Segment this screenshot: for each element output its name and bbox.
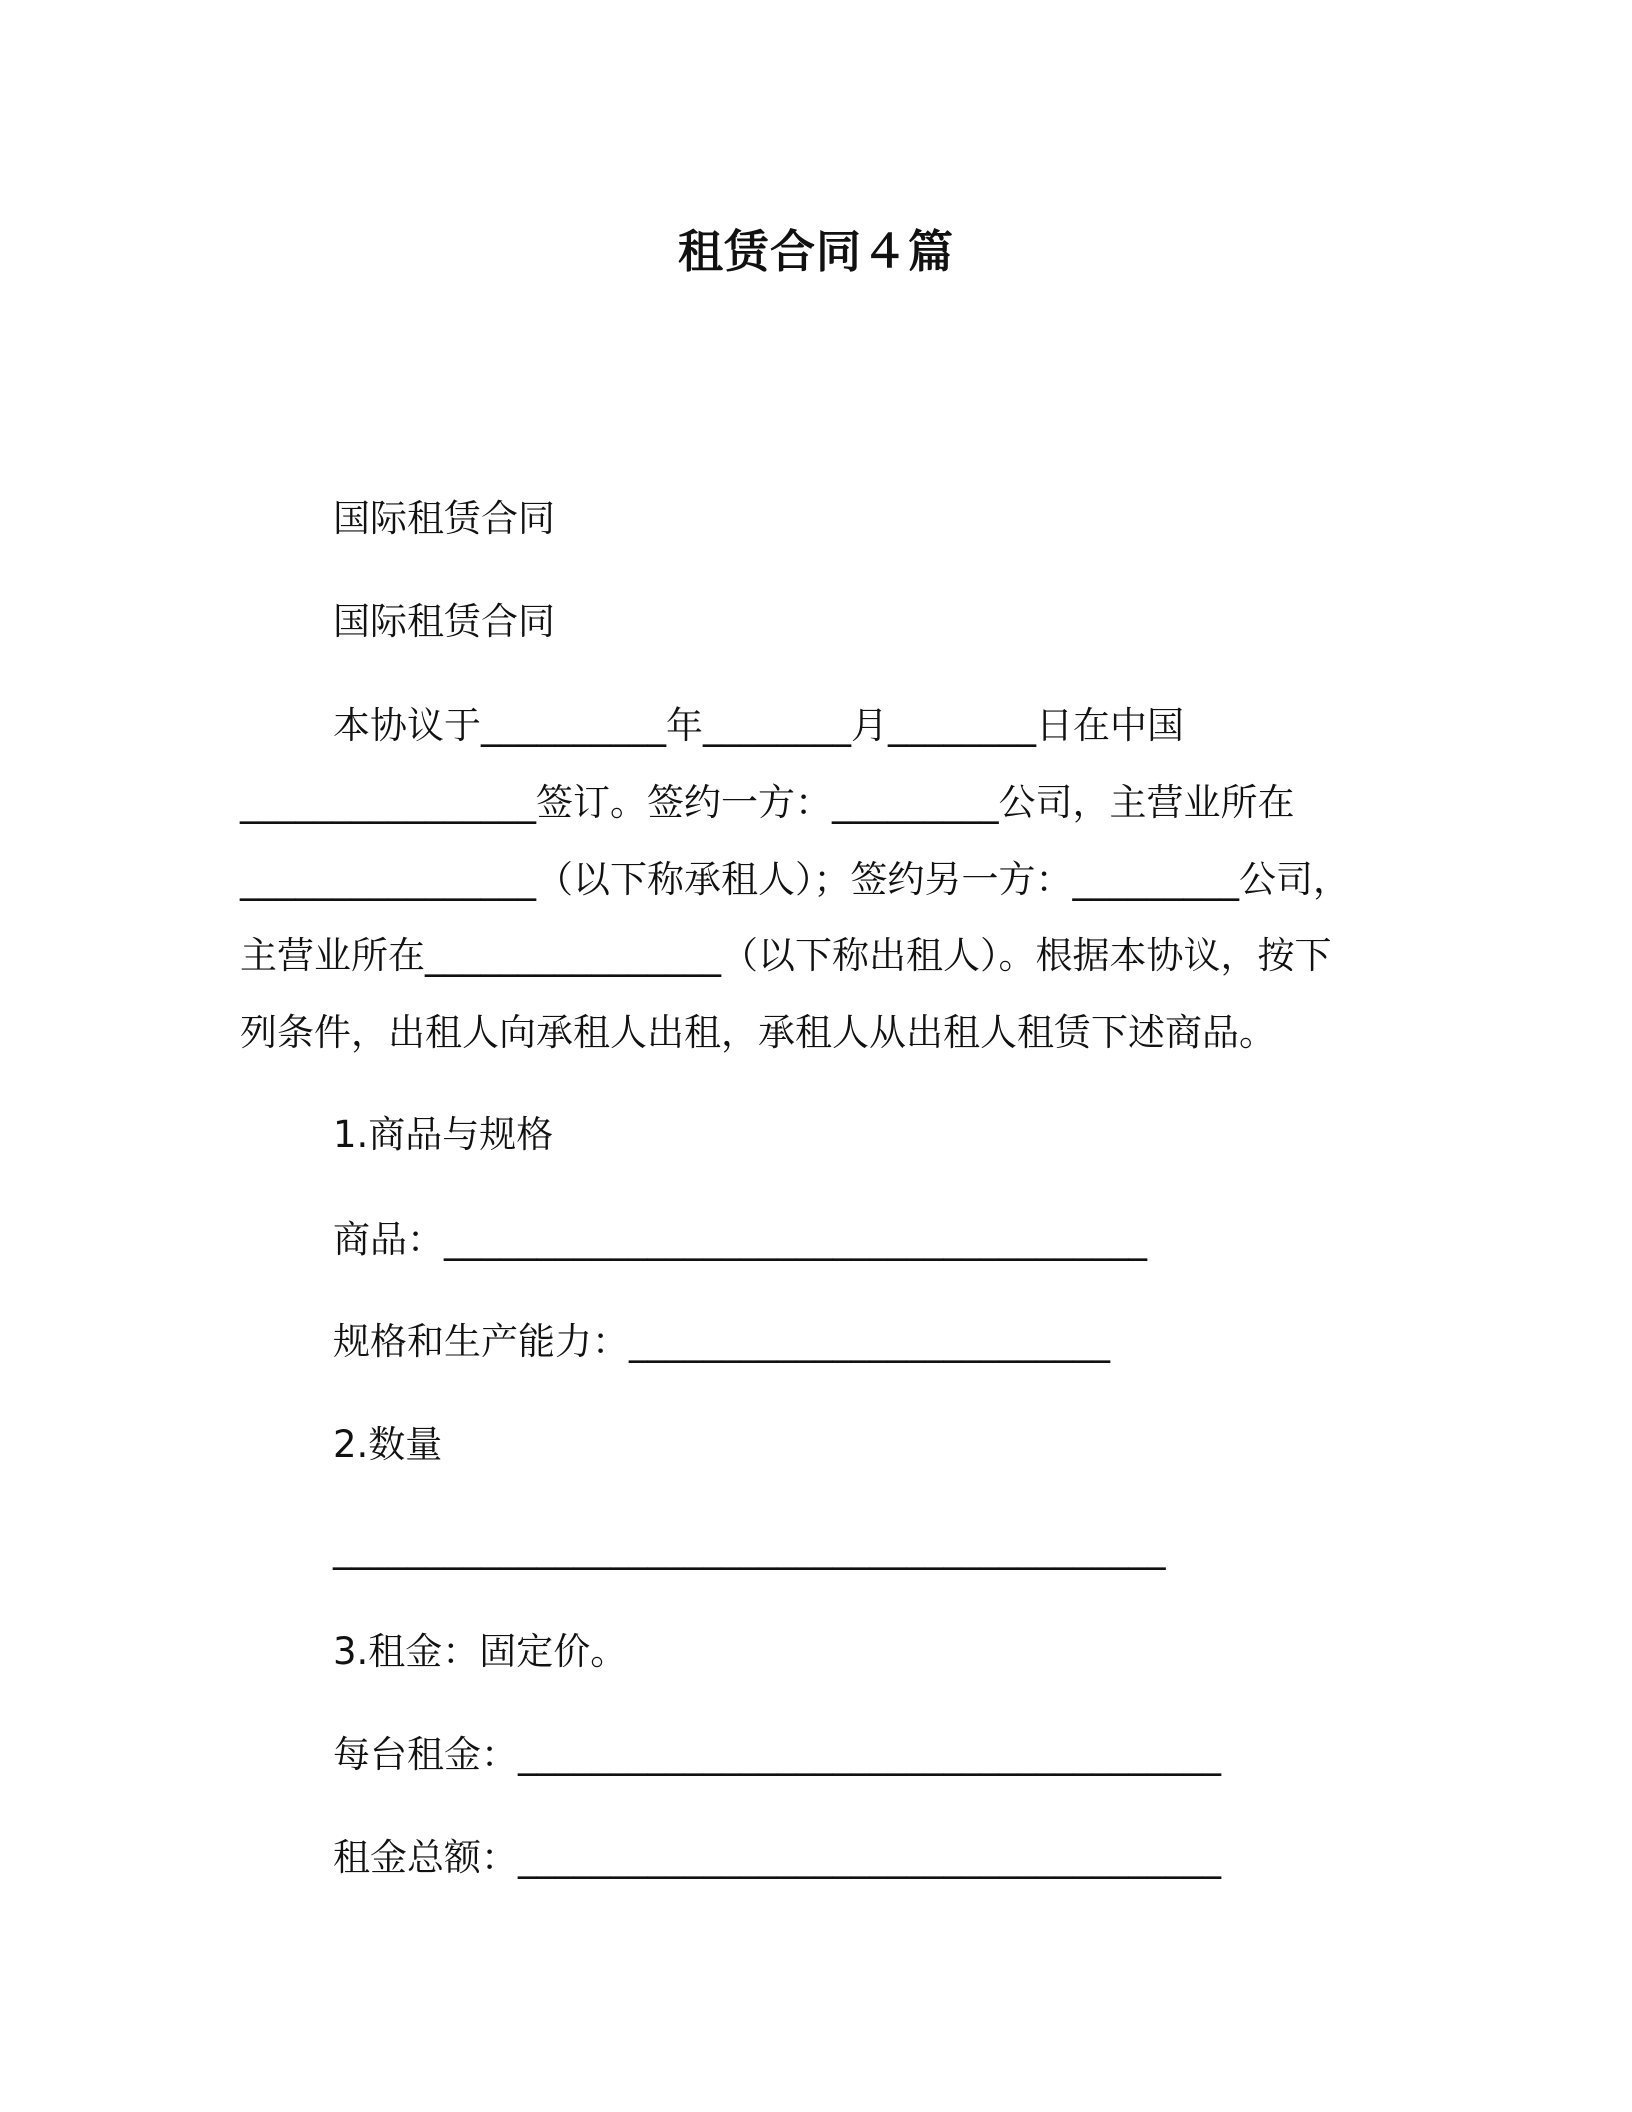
agreement-paragraph-line-5: 列条件，出租人向承租人出租，承租人从出租人租赁下述商品。 xyxy=(240,1011,1276,1054)
rent-per-unit-field: 每台租金：______________________________________ xyxy=(333,1733,1221,1776)
agreement-paragraph-line-1: 本协议于__________年________月________日在中国 xyxy=(333,704,1184,747)
clause-1-heading: 1.商品与规格 xyxy=(333,1113,554,1156)
specification-field: 规格和生产能力：__________________________ xyxy=(333,1320,1110,1363)
contract-heading: 国际租赁合同 xyxy=(333,600,555,643)
agreement-paragraph-line-2: ________________签订。签约一方：_________公司，主营业所在 xyxy=(240,781,1295,824)
clause-3-heading: 3.租金：固定价。 xyxy=(333,1630,628,1673)
agreement-paragraph-line-3: ________________（以下称承租人）；签约另一方：_________公司， xyxy=(240,858,1350,901)
total-rent-field: 租金总额：______________________________________ xyxy=(333,1836,1221,1879)
goods-field: 商品：______________________________________ xyxy=(333,1218,1147,1261)
agreement-paragraph-line-4: 主营业所在________________（以下称出租人）。根据本协议，按下 xyxy=(240,934,1332,977)
section-heading: 国际租赁合同 xyxy=(333,497,555,540)
quantity-field: _____________________________________________ xyxy=(333,1527,1166,1570)
clause-2-heading: 2.数量 xyxy=(333,1423,443,1466)
document-title: 租赁合同４篇 xyxy=(677,225,954,278)
